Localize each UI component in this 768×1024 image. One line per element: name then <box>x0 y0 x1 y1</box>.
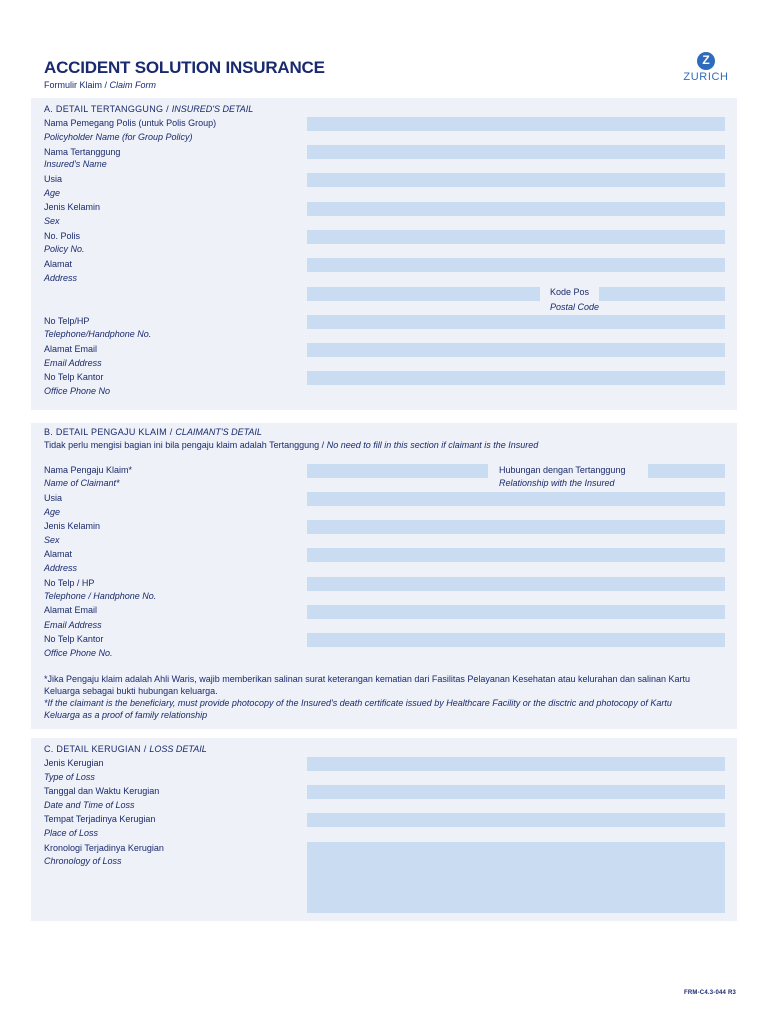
label-claimant-sex-en: Sex <box>44 535 60 545</box>
section-b-instruction <box>44 440 538 451</box>
page-title: ACCIDENT SOLUTION INSURANCE <box>44 58 325 77</box>
office-phone-input[interactable] <box>307 371 725 385</box>
age-input[interactable] <box>307 173 725 187</box>
label-policyholder-name-en: Policyholder Name (for Group Policy) <box>44 132 193 142</box>
insured-name-input[interactable] <box>307 145 725 159</box>
section-c-heading-id: C. DETAIL KERUGIAN / <box>44 744 147 754</box>
label-office-phone-en: Office Phone No <box>44 386 111 396</box>
label-policy-no-en: Policy No. <box>44 244 85 254</box>
loss-type-input[interactable] <box>307 757 725 771</box>
label-claimant-email-en: Email Address <box>44 620 102 630</box>
label-policy-no: No. Polis <box>44 231 81 241</box>
policy-no-input[interactable] <box>307 230 725 244</box>
label-postal-code-en: Postal Code <box>550 302 600 312</box>
section-c-heading-en: LOSS DETAIL <box>149 744 207 754</box>
section-b-heading-en: CLAIMANT'S DETAIL <box>175 427 262 437</box>
label-loss-type-en: Type of Loss <box>44 772 95 782</box>
claimant-email-input[interactable] <box>307 605 725 619</box>
claimant-sex-input[interactable] <box>307 520 725 534</box>
label-claimant-name-en: Name of Claimant* <box>44 478 120 488</box>
label-age: Usia <box>44 174 63 184</box>
zurich-z-icon <box>697 52 715 70</box>
label-postal-code: Kode Pos <box>550 287 590 297</box>
label-claimant-phone-en: Telephone / Handphone No. <box>44 591 157 601</box>
label-loss-datetime: Tanggal dan Waktu Kerugian <box>44 786 160 796</box>
loss-place-input[interactable] <box>307 813 725 827</box>
logo-text: ZURICH <box>683 71 729 83</box>
label-claimant-name: Nama Pengaju Klaim* <box>44 465 133 475</box>
claimant-office-phone-input[interactable] <box>307 633 725 647</box>
label-claimant-email: Alamat Email <box>44 605 98 615</box>
section-a-heading-id: A. DETAIL TERTANGGUNG / <box>44 104 169 114</box>
address-input[interactable] <box>307 258 725 272</box>
label-relationship: Hubungan dengan Tertanggung <box>499 465 626 475</box>
heir-note-en: *If the claimant is the beneficiary, must provide photocopy of the Insured's death certificate issued by Healthcare Facility or the disctric and photocopy of Kartu Keluarga as a proof of family relationship <box>44 698 672 720</box>
label-email: Alamat Email <box>44 344 98 354</box>
claimant-phone-input[interactable] <box>307 577 725 591</box>
label-relationship-en: Relationship with the Insured <box>499 478 615 488</box>
label-claimant-age: Usia <box>44 493 63 503</box>
label-loss-chronology: Kronologi Terjadinya Kerugian <box>44 843 164 853</box>
label-office-phone: No Telp Kantor <box>44 372 104 382</box>
claimant-age-input[interactable] <box>307 492 725 506</box>
subtitle-en: Claim Form <box>109 80 157 90</box>
section-loss-detail <box>31 738 737 921</box>
label-sex: Jenis Kelamin <box>44 202 101 212</box>
zurich-logo <box>676 52 736 83</box>
section-c-heading <box>44 744 207 754</box>
form-code: FRM-C4.3-044 R3 <box>684 990 737 996</box>
loss-datetime-input[interactable] <box>307 785 725 799</box>
label-claimant-phone: No Telp / HP <box>44 578 95 588</box>
section-claimant-detail <box>31 423 737 729</box>
section-a-heading-en: INSURED'S DETAIL <box>171 104 254 114</box>
section-b-heading <box>44 427 262 437</box>
label-claimant-office-phone: No Telp Kantor <box>44 634 104 644</box>
label-policyholder-name: Nama Pemegang Polis (untuk Polis Group) <box>44 118 217 128</box>
label-insured-name: Nama Tertanggung <box>44 147 121 157</box>
label-loss-datetime-en: Date and Time of Loss <box>44 800 135 810</box>
label-email-en: Email Address <box>44 358 102 368</box>
label-claimant-sex: Jenis Kelamin <box>44 521 101 531</box>
sex-input[interactable] <box>307 202 725 216</box>
label-claimant-age-en: Age <box>44 507 61 517</box>
label-loss-place: Tempat Terjadinya Kerugian <box>44 814 156 824</box>
heir-note-id: *Jika Pengaju klaim adalah Ahli Waris, wajib memberikan salinan surat keterangan kematian dari Fasilitas Pelayanan Kesehatan atau kelurahan dan salinan Kartu Keluarga sebagai bukti hubungan keluarga. <box>44 674 691 696</box>
label-phone-en: Telephone/Handphone No. <box>44 329 152 339</box>
label-phone: No Telp/HP <box>44 316 90 326</box>
address-line2-input[interactable] <box>307 287 540 301</box>
label-claimant-address-en: Address <box>44 563 78 573</box>
label-address-en: Address <box>44 273 78 283</box>
label-claimant-address: Alamat <box>44 549 73 559</box>
label-address: Alamat <box>44 259 73 269</box>
email-input[interactable] <box>307 343 725 357</box>
label-loss-type: Jenis Kerugian <box>44 758 104 768</box>
label-loss-place-en: Place of Loss <box>44 828 99 838</box>
subtitle-id: Formulir Klaim / <box>44 80 108 90</box>
section-a-heading <box>44 104 253 114</box>
claimant-address-input[interactable] <box>307 548 725 562</box>
phone-input[interactable] <box>307 315 725 329</box>
label-loss-chronology-en: Chronology of Loss <box>44 856 122 866</box>
label-age-en: Age <box>44 188 61 198</box>
page-subtitle <box>44 80 156 90</box>
claimant-name-input[interactable] <box>307 464 488 478</box>
relationship-input[interactable] <box>648 464 725 478</box>
instruction-id: Tidak perlu mengisi bagian ini bila pengaju klaim adalah Tertanggung / <box>44 440 325 450</box>
section-b-heading-id: B. DETAIL PENGAJU KLAIM / <box>44 427 173 437</box>
label-insured-name-en: Insured's Name <box>44 159 107 169</box>
instruction-en: No need to fill in this section if claimant is the Insured <box>326 440 539 450</box>
loss-chronology-textarea[interactable] <box>307 842 725 913</box>
postal-code-input[interactable] <box>599 287 725 301</box>
section-insured-detail <box>31 98 737 410</box>
label-claimant-office-phone-en: Office Phone No. <box>44 648 113 658</box>
label-sex-en: Sex <box>44 216 60 226</box>
policyholder-name-input[interactable] <box>307 117 725 131</box>
